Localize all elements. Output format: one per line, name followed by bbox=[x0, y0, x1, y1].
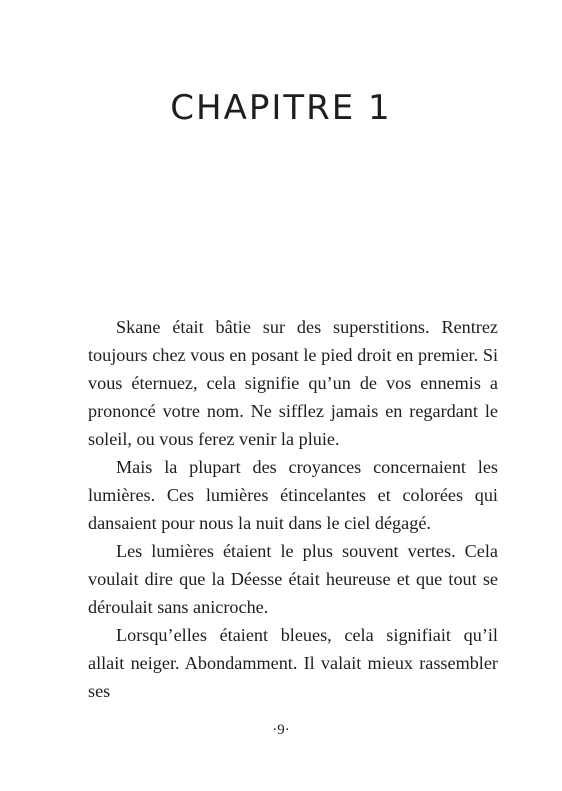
paragraph: Skane était bâtie sur des superstitions. Rentrez toujours chez vous en posant le pied droit en premier. Si vous éternuez, cela signifie qu’un de vos ennemis a prononcé votre nom. Ne sifflez jamais en regardant le soleil, ou vous ferez venir la pluie. bbox=[88, 317, 498, 449]
paragraph: Les lumières étaient le plus souvent vertes. Cela voulait dire que la Déesse était heureuse et que tout se déroulait sans anicroche. bbox=[88, 541, 498, 617]
chapter-title: CHAPITRE 1 bbox=[170, 88, 392, 128]
chapter-body bbox=[88, 313, 498, 705]
paragraph: Lorsqu’elles étaient bleues, cela signifiait qu’il allait neiger. Abondamment. Il valait mieux rassembler ses bbox=[88, 625, 498, 701]
page-number: ·9· bbox=[272, 722, 290, 738]
paragraph: Mais la plupart des croyances concernaient les lumières. Ces lumières étincelantes et colorées qui dansaient pour nous la nuit dans le ciel dégagé. bbox=[88, 457, 498, 533]
